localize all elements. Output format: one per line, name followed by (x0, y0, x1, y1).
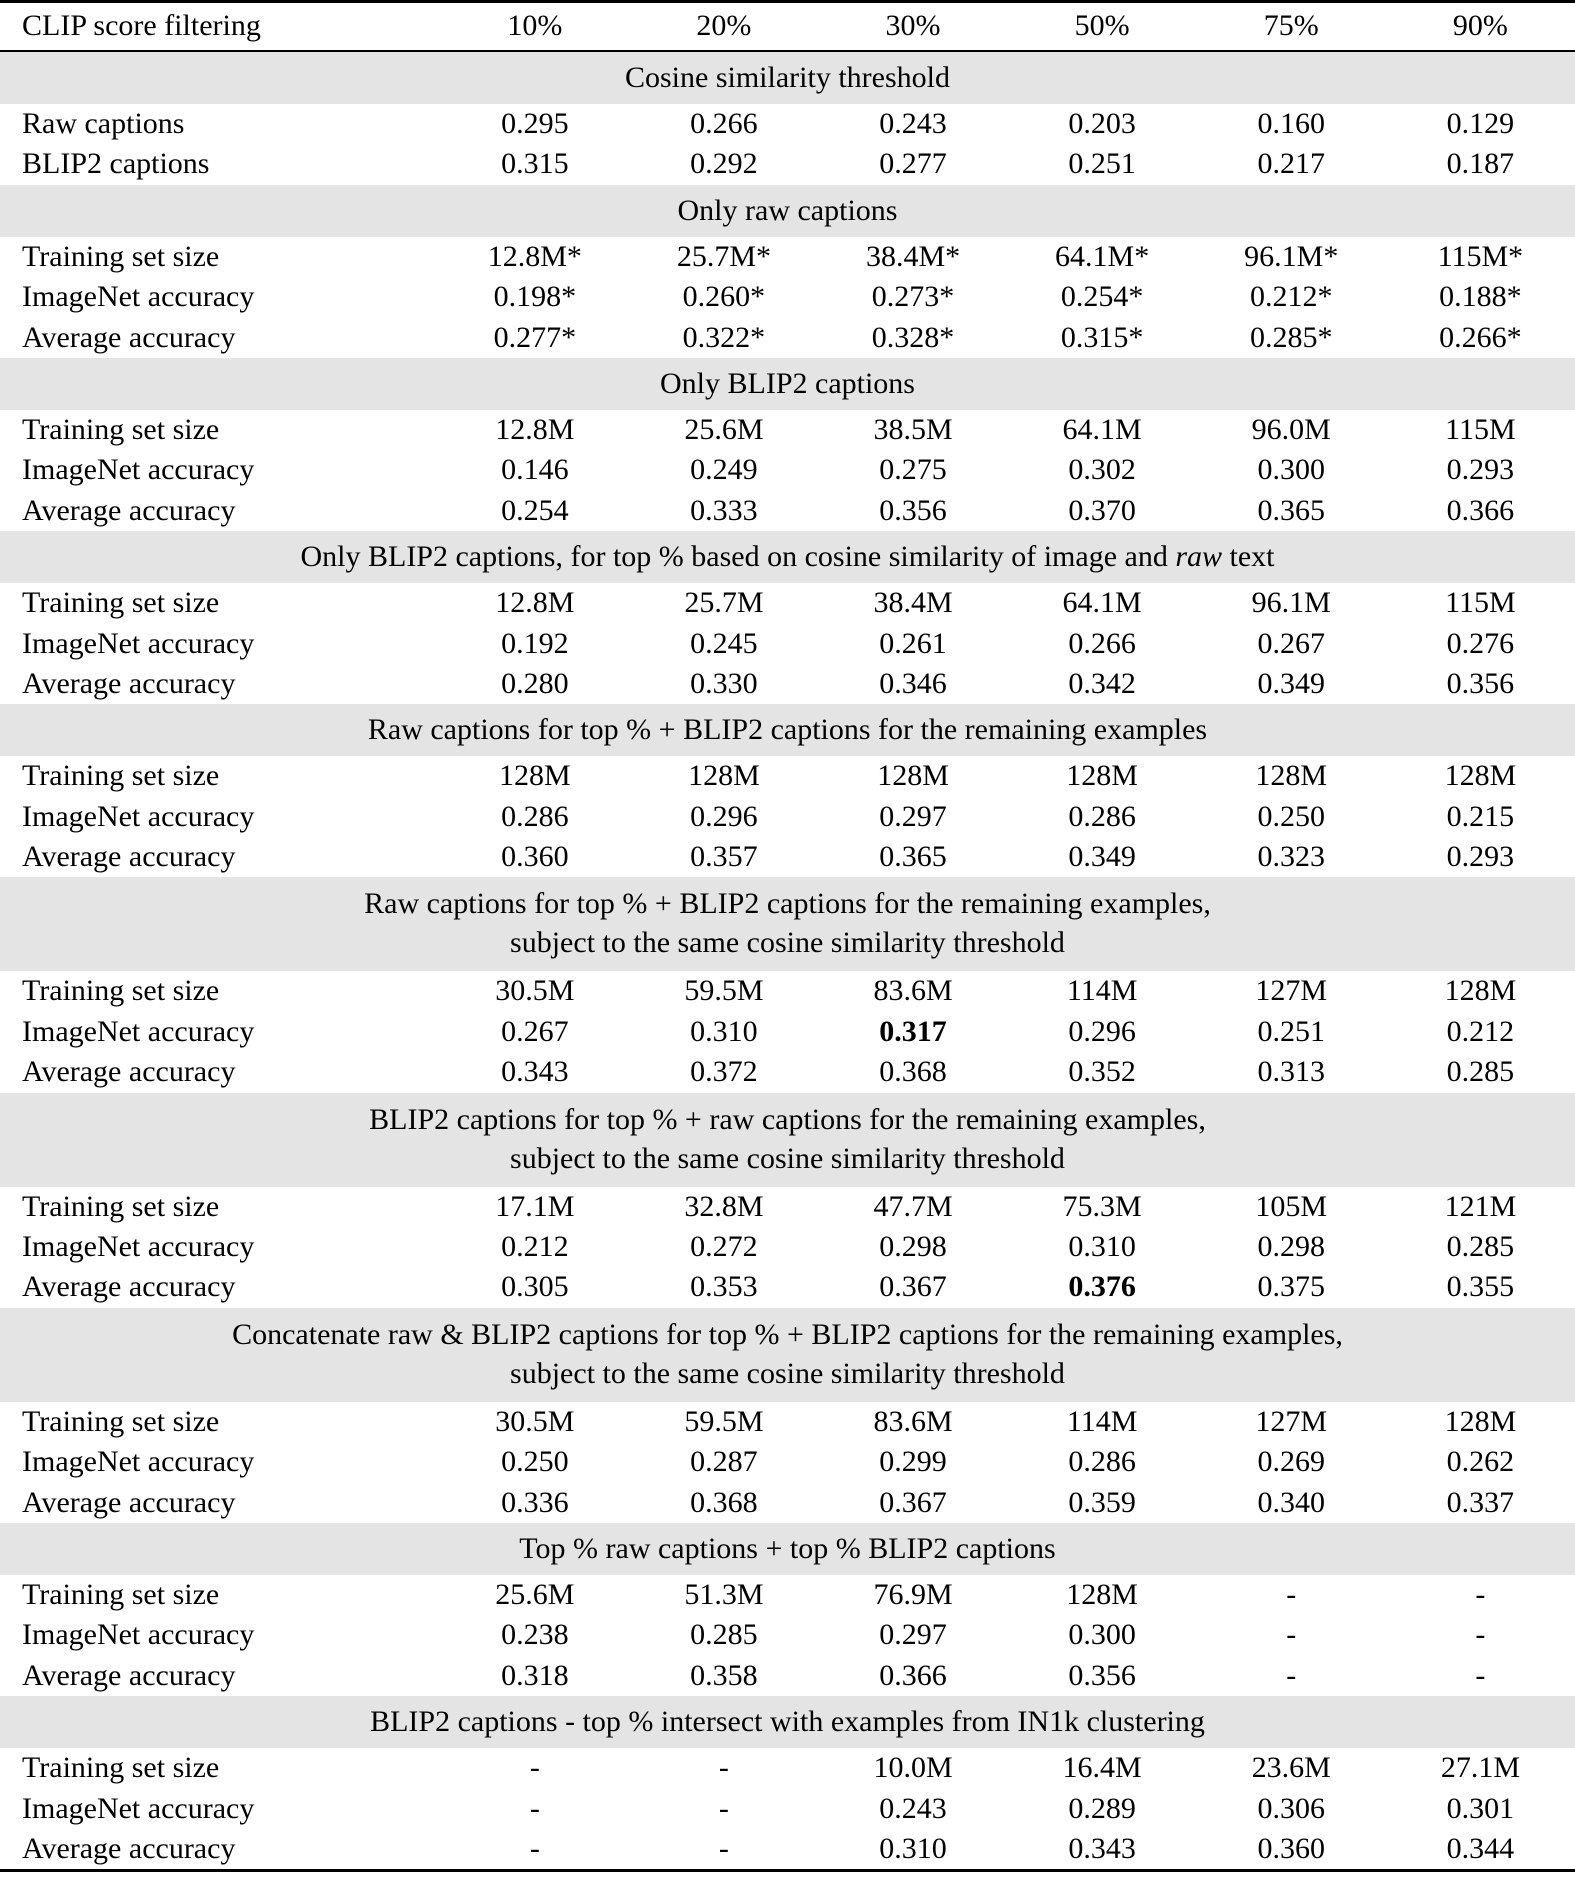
table-cell: 0.243 (879, 107, 947, 140)
table-cell: 0.372 (690, 1055, 758, 1089)
table-cell: 0.250 (1257, 799, 1325, 833)
row-label: ImageNet accuracy (22, 626, 255, 660)
table-cell: 0.356 (1068, 1658, 1136, 1692)
row-label: Training set size (22, 1751, 220, 1785)
table-cell: 0.315 (501, 147, 569, 181)
table-cell: 0.359 (1068, 1485, 1136, 1519)
table-cell: 12.8M* (487, 239, 582, 273)
section-title-line: Only raw captions (677, 193, 898, 227)
row-label: Raw captions (22, 107, 185, 140)
table-row (0, 104, 1575, 144)
table-cell: 0.328* (871, 320, 955, 354)
table-cell: 0.368 (690, 1485, 758, 1519)
table-cell: 0.356 (879, 493, 947, 527)
table-cell: 128M (498, 759, 571, 793)
table-cell: 0.266 (690, 107, 758, 140)
table-cell: 0.276 (1446, 626, 1515, 660)
section-header-top-pct-raw-plus-top-pct-blip2 (0, 1523, 1575, 1575)
table-cell: 114M (1066, 1404, 1138, 1438)
table-cell: 0.285* (1250, 320, 1333, 354)
row-label: Average accuracy (22, 1270, 236, 1304)
table-cell: 128M (1444, 759, 1517, 793)
table-cell: 0.289 (1068, 1791, 1136, 1825)
row-label: ImageNet accuracy (22, 280, 255, 314)
section-header-concatenate-raw-blip2-top-plus-blip2-remaining-threshold (0, 1308, 1575, 1402)
table-cell: 64.1M (1062, 412, 1142, 446)
table-cell: 0.300 (1257, 453, 1325, 487)
table-cell: 0.245 (690, 626, 758, 660)
table-row (0, 237, 1575, 277)
table-cell: 0.367 (879, 1270, 947, 1304)
table-cell: 0.295 (501, 107, 569, 140)
table-row (0, 410, 1575, 450)
table-cell: 0.302 (1068, 453, 1136, 487)
table-cell: 16.4M (1062, 1751, 1142, 1785)
table-cell: 0.337 (1446, 1485, 1515, 1519)
row-label: Average accuracy (22, 493, 236, 527)
section-header-blip2-top-pct-intersect-in1k-clustering (0, 1696, 1575, 1748)
table-cell: 0.273* (871, 280, 955, 314)
table-cell: 128M (1255, 759, 1328, 793)
column-header-90pct: 90% (1452, 9, 1508, 42)
header-row-label: CLIP score filtering (22, 9, 261, 42)
table-cell: 0.300 (1068, 1618, 1136, 1652)
horizontal-rule (0, 1871, 1575, 1873)
section-title (0, 1093, 1575, 1187)
table-cell: 0.267 (501, 1014, 569, 1048)
table-cell: - (718, 1791, 729, 1825)
table-cell: - (718, 1831, 729, 1865)
table-cell: 114M (1066, 974, 1138, 1008)
row-label: ImageNet accuracy (22, 453, 255, 487)
section-header-only-blip2-top-pct-raw-text (0, 531, 1575, 583)
section-header-blip2-top-plus-raw-remaining-threshold (0, 1093, 1575, 1187)
table-cell: 0.212 (501, 1230, 569, 1264)
table-cell: 0.285 (1446, 1055, 1515, 1089)
table-cell: 0.277* (493, 320, 577, 354)
table-cell: 83.6M (873, 974, 953, 1008)
section-title-line: subject to the same cosine similarity threshold (510, 1356, 1065, 1390)
table-cell: 12.8M (495, 412, 575, 446)
table-cell: 0.306 (1257, 1791, 1325, 1825)
table-cell: 0.215 (1446, 799, 1515, 833)
column-header-20pct: 20% (696, 9, 752, 42)
table-row (0, 1748, 1575, 1788)
table-row (0, 318, 1575, 358)
column-header-10pct: 10% (507, 9, 563, 42)
section-title (0, 185, 1575, 237)
table-cell: 0.356 (1446, 666, 1515, 700)
row-label: ImageNet accuracy (22, 1445, 255, 1479)
row-label: ImageNet accuracy (22, 799, 255, 833)
column-header-75pct: 75% (1263, 9, 1319, 42)
table-cell: 0.286 (1068, 1445, 1136, 1479)
table-cell: 0.343 (1068, 1831, 1136, 1865)
table-row (0, 491, 1575, 531)
section-title (0, 358, 1575, 410)
column-header-50pct: 50% (1074, 9, 1130, 42)
table-cell: - (1286, 1618, 1297, 1652)
section-title-line: subject to the same cosine similarity threshold (510, 926, 1065, 960)
table-cell: 0.217 (1257, 147, 1325, 181)
table-cell: 0.267 (1257, 626, 1325, 660)
table-cell: 25.7M (684, 586, 764, 620)
table-cell: 0.293 (1446, 453, 1515, 487)
section-title (0, 1523, 1575, 1575)
table-row (0, 450, 1575, 490)
table-cell: - (1475, 1618, 1486, 1652)
row-label: BLIP2 captions (22, 147, 210, 181)
table-cell: 0.296 (690, 799, 758, 833)
row-label: Average accuracy (22, 1055, 236, 1089)
table-cell: 0.238 (501, 1618, 569, 1652)
section-title (0, 531, 1575, 583)
table-cell: 0.360 (501, 840, 569, 874)
table-cell: 0.318 (501, 1658, 569, 1692)
table-cell: 64.1M* (1055, 239, 1150, 273)
table-cell: 25.6M (684, 412, 764, 446)
section-title-line: Top % raw captions + top % BLIP2 captions (519, 1531, 1056, 1565)
table-cell: 0.313 (1257, 1055, 1325, 1089)
table-cell: 0.261 (879, 626, 947, 660)
row-label: Average accuracy (22, 1831, 236, 1865)
table-cell: 0.346 (879, 666, 947, 700)
row-label: Average accuracy (22, 1485, 236, 1519)
row-label: Training set size (22, 412, 220, 446)
table-row (0, 1442, 1575, 1482)
table-cell: 0.368 (879, 1055, 947, 1089)
table-cell: 47.7M (873, 1189, 953, 1223)
table-cell: 127M (1255, 1404, 1328, 1438)
table-cell: 0.212* (1250, 280, 1333, 314)
table-cell: 0.315* (1060, 320, 1144, 354)
section-title (0, 1308, 1575, 1402)
section-header-cosine-similarity-threshold (0, 52, 1575, 104)
table-cell: 83.6M (873, 1404, 953, 1438)
table-cell: 0.375 (1257, 1270, 1325, 1304)
row-label: Average accuracy (22, 666, 236, 700)
table-cell: 115M (1445, 586, 1516, 620)
table-row (0, 756, 1575, 796)
table-row (0, 1575, 1575, 1615)
table-cell: 0.336 (501, 1485, 569, 1519)
table-cell: 0.277 (879, 147, 947, 181)
column-header-30pct: 30% (885, 9, 941, 42)
table-cell: 0.198* (493, 280, 577, 314)
table-cell: 128M (1066, 759, 1138, 793)
table-bottom-rule (0, 1871, 1575, 1873)
table-cell: 0.358 (690, 1658, 758, 1692)
table-cell: 0.317 (879, 1014, 947, 1048)
table-cell: 0.266* (1439, 320, 1522, 354)
table-cell: 0.340 (1257, 1485, 1325, 1519)
table-cell: 96.1M (1251, 586, 1331, 620)
table-cell: 0.280 (501, 666, 569, 700)
table-cell: 0.187 (1446, 147, 1515, 181)
table-cell: 59.5M (684, 1404, 764, 1438)
table-cell: 32.8M (684, 1189, 764, 1223)
table-row (0, 624, 1575, 664)
table-cell: 12.8M (495, 586, 575, 620)
table-cell: - (529, 1791, 540, 1825)
table-cell: 0.286 (501, 799, 569, 833)
table-cell: 17.1M (495, 1189, 575, 1223)
table-cell: 0.297 (879, 799, 947, 833)
row-label: Training set size (22, 1189, 220, 1223)
table-row (0, 837, 1575, 877)
row-label: Average accuracy (22, 840, 236, 874)
table-cell: 38.4M (873, 586, 953, 620)
row-label: Training set size (22, 1577, 220, 1611)
section-header-only-blip2-captions (0, 358, 1575, 410)
row-label: Average accuracy (22, 1658, 236, 1692)
table-cell: 27.1M (1440, 1751, 1520, 1785)
table-cell: 105M (1255, 1189, 1328, 1223)
table-cell: 25.6M (495, 1577, 575, 1611)
table-cell: 0.251 (1257, 1014, 1325, 1048)
table-cell: - (1286, 1658, 1297, 1692)
table-cell: 0.310 (690, 1014, 758, 1048)
table-cell: 0.370 (1068, 493, 1136, 527)
row-label: ImageNet accuracy (22, 1014, 255, 1048)
row-label: ImageNet accuracy (22, 1791, 255, 1825)
row-label: ImageNet accuracy (22, 1230, 255, 1264)
table-cell: 0.243 (879, 1791, 947, 1825)
table-cell: 127M (1255, 974, 1328, 1008)
table-cell: 0.299 (879, 1445, 947, 1479)
table-cell: 0.367 (879, 1485, 947, 1519)
table-cell: 0.357 (690, 840, 758, 874)
row-label: Training set size (22, 759, 220, 793)
row-label: Training set size (22, 586, 220, 620)
row-label: Training set size (22, 1404, 220, 1438)
table-cell: 0.129 (1446, 107, 1515, 140)
table-cell: 0.349 (1257, 666, 1325, 700)
table-cell: 0.285 (690, 1618, 758, 1652)
table-cell: 0.297 (879, 1618, 947, 1652)
table-row (0, 1656, 1575, 1696)
table-cell: 0.310 (879, 1831, 947, 1865)
section-title-line: Cosine similarity threshold (625, 61, 950, 94)
table-cell: 30.5M (495, 974, 575, 1008)
table-cell: - (529, 1831, 540, 1865)
table-cell: 0.272 (690, 1230, 758, 1264)
table-cell: 0.298 (1257, 1230, 1325, 1264)
table-cell: 128M (688, 759, 760, 793)
table-row (0, 583, 1575, 623)
table-cell: 0.301 (1446, 1791, 1515, 1825)
table-cell: 0.266 (1068, 626, 1136, 660)
table-cell: 0.212 (1446, 1014, 1515, 1048)
table-cell: 0.365 (1257, 493, 1325, 527)
table-cell: 0.250 (501, 1445, 569, 1479)
italic-term: raw (1175, 540, 1223, 574)
section-title-line: subject to the same cosine similarity threshold (510, 1141, 1065, 1175)
table-cell: 0.333 (690, 493, 758, 527)
table-row (0, 1012, 1575, 1052)
table-row (0, 664, 1575, 704)
table-cell: 0.298 (879, 1230, 947, 1264)
table-cell: - (1475, 1658, 1486, 1692)
section-title-line: Only BLIP2 captions (660, 366, 915, 400)
table-cell: 96.0M (1251, 412, 1331, 446)
table-cell: 25.7M* (676, 239, 772, 273)
table-row (0, 1402, 1575, 1442)
table-cell: 0.322* (682, 320, 766, 354)
table-row (0, 1829, 1575, 1871)
table-row (0, 1187, 1575, 1227)
table-row (0, 971, 1575, 1011)
table-cell: 64.1M (1062, 586, 1142, 620)
table-cell: 115M (1445, 412, 1516, 446)
table-cell: 0.343 (501, 1055, 569, 1089)
table-cell: 23.6M (1251, 1751, 1331, 1785)
table-cell: 0.293 (1446, 840, 1515, 874)
table-row (0, 277, 1575, 317)
table-cell: 0.285 (1446, 1230, 1515, 1264)
table-cell: - (1286, 1577, 1297, 1611)
table-row (0, 1789, 1575, 1829)
section-title-line: BLIP2 captions for top % + raw captions for the remaining examples, (369, 1102, 1206, 1136)
section-title (0, 704, 1575, 756)
table-cell: 76.9M (873, 1577, 953, 1611)
table-cell: 75.3M (1062, 1189, 1142, 1223)
table-cell: - (1475, 1577, 1486, 1611)
table-cell: 0.323 (1257, 840, 1325, 874)
row-label: Average accuracy (22, 320, 236, 354)
table-cell: 0.249 (690, 453, 758, 487)
table-cell: 128M (1444, 974, 1517, 1008)
table-cell: 115M* (1437, 239, 1524, 273)
table-cell: 0.146 (501, 453, 569, 487)
table-cell: 0.260* (682, 280, 766, 314)
table-cell: - (529, 1751, 540, 1785)
table-row (0, 144, 1575, 184)
section-title-line: Raw captions for top % + BLIP2 captions for the remaining examples (367, 713, 1208, 747)
table-cell: 0.160 (1257, 107, 1325, 140)
row-label: Training set size (22, 974, 220, 1008)
table-header-row (0, 3, 1575, 51)
section-title-line: Raw captions for top % + BLIP2 captions for the remaining examples, (364, 887, 1211, 921)
table-cell: 0.292 (690, 147, 758, 181)
table-cell: 0.275 (879, 453, 947, 487)
table-cell: 10.0M (873, 1751, 953, 1785)
table-cell: 128M (1444, 1404, 1517, 1438)
table-cell: 51.3M (684, 1577, 764, 1611)
table-row (0, 1483, 1575, 1523)
section-header-only-raw-captions (0, 185, 1575, 237)
table-row (0, 1052, 1575, 1092)
table-cell: 0.349 (1068, 840, 1136, 874)
table-cell: 59.5M (684, 974, 764, 1008)
table-cell: 0.366 (1446, 493, 1515, 527)
row-label: ImageNet accuracy (22, 1618, 255, 1652)
table-cell: 0.360 (1257, 1831, 1325, 1865)
table-row (0, 1227, 1575, 1267)
table-cell: 38.4M* (865, 239, 961, 273)
table-cell: 0.287 (690, 1445, 758, 1479)
table-cell: 0.254* (1060, 280, 1144, 314)
table-cell: 0.296 (1068, 1014, 1136, 1048)
table-cell: 0.251 (1068, 147, 1136, 181)
table-cell: 0.188* (1439, 280, 1522, 314)
table-cell: 96.1M* (1244, 239, 1339, 273)
table-cell: 0.353 (690, 1270, 758, 1304)
table-cell: 0.286 (1068, 799, 1136, 833)
section-title (0, 1696, 1575, 1748)
section-header-raw-top-plus-blip2-remaining-threshold (0, 877, 1575, 971)
table-cell: 30.5M (495, 1404, 575, 1438)
table-cell: 0.254 (501, 493, 569, 527)
table-cell: 0.366 (879, 1658, 947, 1692)
table-cell: 0.352 (1068, 1055, 1136, 1089)
table-cell: 128M (1066, 1577, 1138, 1611)
section-header-raw-top-plus-blip2-remaining (0, 704, 1575, 756)
table-cell: 0.365 (879, 840, 947, 874)
table-row (0, 1615, 1575, 1655)
section-title-line: BLIP2 captions - top % intersect with examples from IN1k clustering (370, 1705, 1205, 1739)
table-cell: 0.376 (1068, 1270, 1136, 1304)
table-cell: 0.344 (1446, 1831, 1515, 1865)
table-cell: 128M (877, 759, 949, 793)
table-cell: 0.342 (1068, 666, 1136, 700)
section-title (0, 52, 1575, 104)
table-cell: 0.355 (1446, 1270, 1515, 1304)
table-cell: 0.310 (1068, 1230, 1136, 1264)
table-cell: 121M (1444, 1189, 1517, 1223)
table-cell: 0.330 (690, 666, 758, 700)
section-title (0, 877, 1575, 971)
table-cell: 0.305 (501, 1270, 569, 1304)
section-title-line: Only BLIP2 captions, for top % based on cosine similarity of image and raw text (300, 540, 1275, 574)
section-title-line: Concatenate raw & BLIP2 captions for top % + BLIP2 captions for the remaining examples, (232, 1317, 1343, 1351)
table-cell: 0.192 (501, 626, 569, 660)
table-row (0, 1267, 1575, 1307)
table-cell: 38.5M (873, 412, 953, 446)
table-cell: 0.269 (1257, 1445, 1325, 1479)
table-cell: 0.203 (1068, 107, 1136, 140)
table-cell: - (718, 1751, 729, 1785)
table-cell: 0.262 (1446, 1445, 1515, 1479)
row-label: Training set size (22, 239, 220, 273)
table-row (0, 797, 1575, 837)
